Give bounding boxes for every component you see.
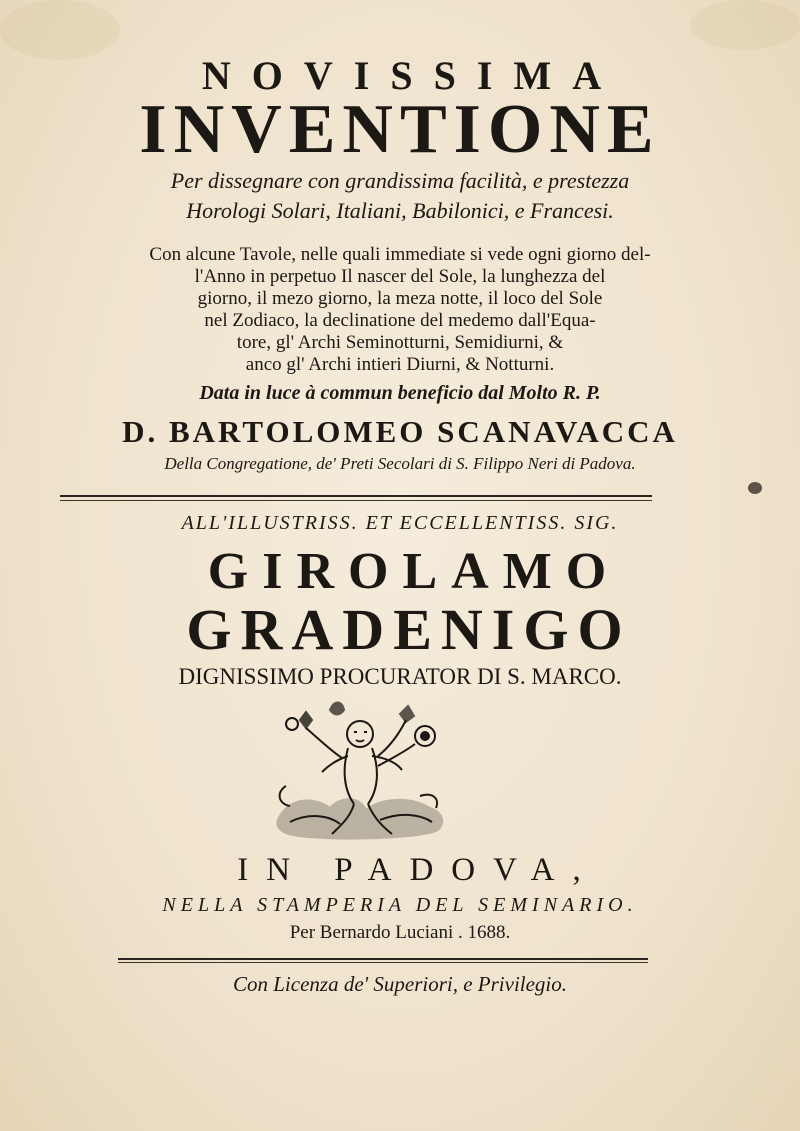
description-line: anco gl' Archi intieri Diurni, & Notturni. bbox=[245, 354, 555, 375]
imprint-printer: Per Bernardo Luciani . 1688. bbox=[289, 922, 511, 943]
paper-stain bbox=[690, 0, 800, 50]
divider-rule bbox=[118, 962, 648, 963]
dedication-intro: ALL'ILLUSTRISS. ET ECCELLENTISS. SIG. bbox=[181, 512, 619, 534]
divider-rule bbox=[118, 958, 648, 960]
imprint-license: Con Licenza de' Superiori, e Privilegio. bbox=[232, 972, 568, 996]
paper-stain bbox=[0, 0, 120, 60]
author-affiliation: Della Congregatione, de' Preti Secolari di S. Filippo Neri di Padova. bbox=[164, 454, 636, 473]
divider-rule bbox=[60, 495, 652, 497]
imprint-place: IN PADOVA, bbox=[237, 852, 599, 888]
author-intro: Data in luce à commun beneficio dal Molto R. P. bbox=[199, 382, 601, 404]
description-line: Con alcune Tavole, nelle quali immediate si vede ogni giorno del- bbox=[149, 244, 651, 265]
dedication-last-name: GRADENIGO bbox=[186, 597, 632, 662]
description-line: giorno, il mezo giorno, la meza notte, il loco del Sole bbox=[197, 288, 603, 309]
ink-spot bbox=[748, 482, 762, 494]
title-line-1: NOVISSIMA bbox=[201, 53, 623, 98]
description-line: nel Zodiaco, la declinatione del medemo dall'Equa- bbox=[204, 310, 596, 331]
author-name: D. BARTOLOMEO SCANAVACCA bbox=[122, 414, 678, 449]
printer-device bbox=[270, 700, 450, 850]
title-line-2: INVENTIONE bbox=[139, 91, 661, 168]
description-line: tore, gl' Archi Seminotturni, Semidiurni, & bbox=[236, 332, 564, 353]
subtitle-line-1: Per dissegnare con grandissima facilità, e prestezza bbox=[170, 168, 630, 193]
dedication-first-name: GIROLAMO bbox=[207, 543, 621, 600]
divider-rule bbox=[60, 500, 652, 501]
dedication-title: DIGNISSIMO PROCURATOR DI S. MARCO. bbox=[178, 664, 622, 689]
putto-woodcut-icon bbox=[270, 700, 450, 850]
description-line: l'Anno in perpetuo Il nascer del Sole, la lunghezza del bbox=[194, 266, 606, 287]
imprint-press: NELLA STAMPERIA DEL SEMINARIO. bbox=[162, 894, 638, 916]
subtitle-line-2: Horologi Solari, Italiani, Babilonici, e Francesi. bbox=[186, 198, 614, 223]
